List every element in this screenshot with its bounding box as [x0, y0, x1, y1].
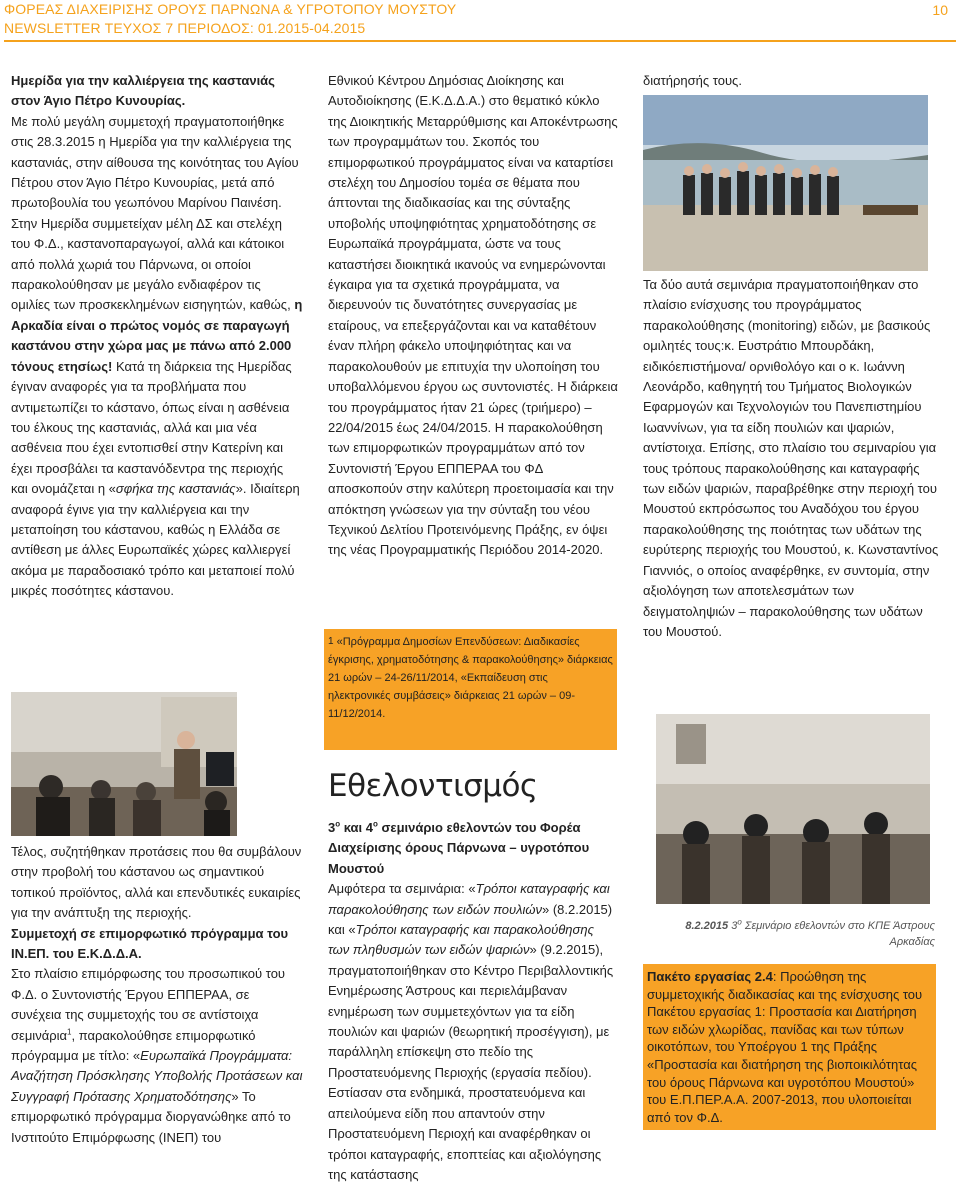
group-photo-lake [643, 95, 928, 271]
article-paragraph: Τέλος, συζητήθηκαν προτάσεις που θα συμβάλουν στην προβολή του κάστανου ως σημαντικού τοπικού προϊόντος, αλλά και επενδυτικές ευκαιρίες για την ανάπτυξη της περιοχής. [11, 844, 302, 921]
column-1-lower [11, 842, 303, 1148]
column-2 [328, 71, 618, 561]
section-title-volunteering: Εθελοντισμός [328, 768, 538, 804]
highlight-text: η Αρκαδία είναι ο πρώτος νομός σε παραγωγή καστάνου στην χώρα μας με πάνω από 2.000 τόνους ετησίως! [11, 297, 303, 374]
article-heading-chestnut: Ημερίδα για την καλλιέργεια της καστανιάς στον Άγιο Πέτρο Κυνουρίας. [11, 73, 275, 109]
article-paragraph: Εθνικού Κέντρου Δημόσιας Διοίκησης και Αυτοδιοίκησης (Ε.Κ.Δ.Δ.Α.) στο θεματικό κύκλο της Διοικητικής Μεταρρύθμισης και Αποκέντρωσης των προγραμμάτων του. Σκοπός του επιμορφωτικού προγράμματος είναι να καταρτίσει στελέχη του Δημοσίου τομέα σε θέματα που άπτονται της διαδικασίας και της σύνταξης υποβολής υποψηφιότητας χρηματοδότησης σε Ευρωπαϊκά προγράμματα, ώστε να τους καταστήσει διοικητικά ικανούς να ενημερώνονται έγκαιρα για τα σχετικά προγράμματα, να διερευνούν τις δυνατότητες συνεργασίας με εταίρους, να επεξεργάζονται και να καταθέτουν έναν πλήρη φάκελο υποψηφιότητας και να παρακολουθούν με επιτυχία την υλοποίηση του υποβαλλόμενου έργου ως συντονιστές. Η διάρκεια του προγράμματος ήταν 21 ώρες (τριήμερο) – 22/04/2015 έως 24/04/2015. Η παρακολούθηση των επιμορφωτικών προγραμμάτων από τον Συντονιστή Έργου ΕΠΠΕΡΑΑ του ΦΔ αποσκοπούν στην καλύτερη προετοιμασία και την απόκτηση γνώσεων για την σύνταξη του νέου Τεχνικού Δελτίου Προτεινόμενης Πράξης, εν όψει της νέας Προγραμματικής Περιόδου 2014-2020. [328, 73, 618, 558]
column-3-middle [643, 275, 943, 642]
page-number: 10 [932, 2, 948, 18]
article-paragraph: διατήρησής τους. [643, 73, 742, 88]
issue-title: NEWSLETTER ΤΕΥΧΟΣ 7 ΠΕΡΙΟΔΟΣ: 01.2015-04.2015 [4, 20, 366, 36]
header-rule [4, 40, 956, 42]
article-paragraph: Στο πλαίσιο επιμόρφωσης του προσωπικού του Φ.Δ. ο Συντονιστής Έργου ΕΠΠΕΡΑΑ, σε συνέχεια της συμμετοχής του σε αντίστοιχα σεμινάρια$^1$, παρακολούθησε επιμορφωτικό πρόγραμμα με τίτλο: «Ευρωπαϊκά Προγράμματα: Αναζήτηση Πρόσκλησης Υποβολής Προτάσεων και Συγγραφή Πρότασης Χρηματοδότησης» Το επιμορφωτικό πρόγραμμα διοργανώθηκε από το Ινστιτούτο Επιμόρφωσης (ΙΝΕΠ) του [11, 966, 303, 1145]
footnote-text: «Πρόγραμμα Δημοσίων Επενδύσεων: Διαδικασίες έγκρισης, χρηματοδότησης & παρακολούθησης» διάρκειας 21 ωρών – 24-26/11/2014, «Εκπαίδευση στις ηλεκτρονικές συμβάσεις» διάρκειας 21 ωρών – 09-11/12/2014. [328, 636, 613, 720]
column-1 [11, 71, 303, 602]
footnote-box [324, 629, 617, 750]
publisher-title: ΦΟΡΕΑΣ ΔΙΑΧΕΙΡΙΣΗΣ ΟΡΟΥΣ ΠΑΡΝΩΝΑ & ΥΓΡΟΤΟΠΟΥ ΜΟΥΣΤΟΥ [4, 1, 457, 17]
column-2-lower [328, 818, 618, 1185]
work-package-box [643, 964, 936, 1130]
article-paragraph: Αμφότερα τα σεμινάρια: «Τρόποι καταγραφής και παρακολούθησης των ειδών πουλιών» (8.2.2015) και «Τρόποι καταγραφής και παρακολούθησης των πληθυσμών των ειδών ψαριών» (9.2.2015), πραγματοποιήθηκαν στο Κέντρο Περιβαλλοντικής Ενημέρωσης Άστρους και περιελάμβαναν ενημέρωση των συμμετεχόντων για τα είδη πουλιών και ψαριών (θεωρητική προσέγγιση), με παράλληλη επίσκεψη στο πεδίο της Προστατευόμενης Περιοχής (εργασία πεδίου). Εστίασαν στα ενδημικά, προστατευόμενα και απειλούμενα είδη που απαντούν στην Προστατευόμενη Περιοχή και αναφέρθηκαν οι τρόποι καταγραφής, εποπτείας και αξιολόγησης της κατάστασης [328, 881, 614, 1182]
seminar-heading: $3^o$ και $4^o$ σεμινάριο εθελοντών του Φορέα Διαχείρισης όρους Πάρνωνα – υγροτόπου Μουστού [328, 819, 590, 876]
newsletter-header [4, 0, 956, 44]
seminar-photo [11, 692, 237, 836]
article-paragraph: Τα δύο αυτά σεμινάρια πραγματοποιήθηκαν στο πλαίσιο ενίσχυσης του προγράμματος παρακολούθησης (monitoring) ειδών, με βασικούς ομιλητές τους:κ. Ευστράτιο Μπουρδάκη, ειδικόεπιστήμονα/ ορνιθολόγο και ο κ. Ιωάννη Λεονάρδο, καθηγητή του Τμήματος Βιολογικών Εφαρμογών και Τεχνολογιών του Πανεπιστημίου Ιωαννίνων, για τα είδη πουλιών και ψαριών, αντίστοιχα. Επίσης, στο πλαίσιο του σεμιναρίου για τους τρόπους παρακολούθησης και καταγραφής των ειδών ψαριών, παραβρέθηκε στην περιοχή του Μουστού εκπρόσωπος του Αναδόχου του έργου παρακολούθησης της ποιότητας των υδάτων της ευρύτερης περιοχής του Μουστού, κ. Κωνσταντίνος Γιαννιός, ο οποίος αναφέρθηκε, εν συντομία, στην αξιολόγηση των αποτελεσμάτων των δειγματοληψιών – παρακολούθησης των υδάτων του Μουστού. [643, 277, 939, 639]
article-paragraph: Με πολύ μεγάλη συμμετοχή πραγματοποιήθηκε στις 28.3.2015 η Ημερίδα για την καλλιέργεια της καστανιάς, στην αίθουσα της κοινότητας του Αγίου Πέτρου στον Άγιο Πέτρο Κυνουρίας, μετά από πρωτοβουλία του γεωπόνου Μαρίνου Παινέση. Στην Ημερίδα συμμετείχαν μέλη ΔΣ και στελέχη του Φ.Δ., καστανοπαραγωγοί, αλλά και κάτοικοι από πολλά χωριά του Πάρνωνα, οι οποίοι παρακολούθησαν με μεγάλο ενδιαφέρον τις ομιλίες των προσκεκλημένων εισηγητών, καθώς, η Αρκαδία είναι ο πρώτος νομός σε παραγωγή καστάνου στην χώρα μας με πάνω από 2.000 τόνους ετησίως! Κατά τη διάρκεια της Ημερίδας έγιναν αναφορές για τα προβλήματα που αντιμετωπίζει το κάστανο, όπως είναι η ασθένεια του έλκους της καστανιάς, αλλά και μια νέα ασθένεια που έχει εντοπισθεί στην Κατερίνη και έχει προσβάλει τα καστανόδεντρα της περιοχής και ονομάζεται η «σφήκα της καστανιάς». Ιδιαίτερη αναφορά έγινε για την καλλιέργεια και την μεταποίηση του κάστανου, καθώς η Ελλάδα σε αντίθεση με άλλες Ευρωπαϊκές χώρες καλλιεργεί ακόμα με παραδοσιακό τρόπο και μεταποιεί πολύ μικρές ποσότητες κάστανου. [11, 113, 303, 599]
footnote-mark: 1 [328, 636, 334, 647]
photo-caption: 8.2.2015 $3^o$ Σεμινάριο εθελοντών στο ΚΠΕ Άστρους Αρκαδίας [685, 917, 935, 948]
column-3 [643, 71, 943, 91]
work-package-label: Πακέτο εργασίας 2.4 [647, 969, 773, 984]
seminar-room-photo [656, 714, 930, 904]
work-package-text: : Προώθηση της συμμετοχικής διαδικασίας και της ενίσχυσης του Πακέτου εργασίας 1: Προστασία και Διατήρηση των ειδών χλωρίδας, πανίδας και των τύπων οικοτόπων, του Υποέργου 1 της Πράξης «Προστασία και διατήρηση της βιοποικιλότητας του όρους Πάρνωνα και υγροτόπου Μουστού» του Ε.Π.ΠΕΡ.Α.Α. 2007-2013, που υλοποιείται από τον Φ.Δ. [647, 969, 923, 1125]
article-heading-training: Συμμετοχή σε επιμορφωτικό πρόγραμμα του ΙΝ.ΕΠ. του Ε.Κ.Δ.Δ.Α. [11, 925, 289, 962]
